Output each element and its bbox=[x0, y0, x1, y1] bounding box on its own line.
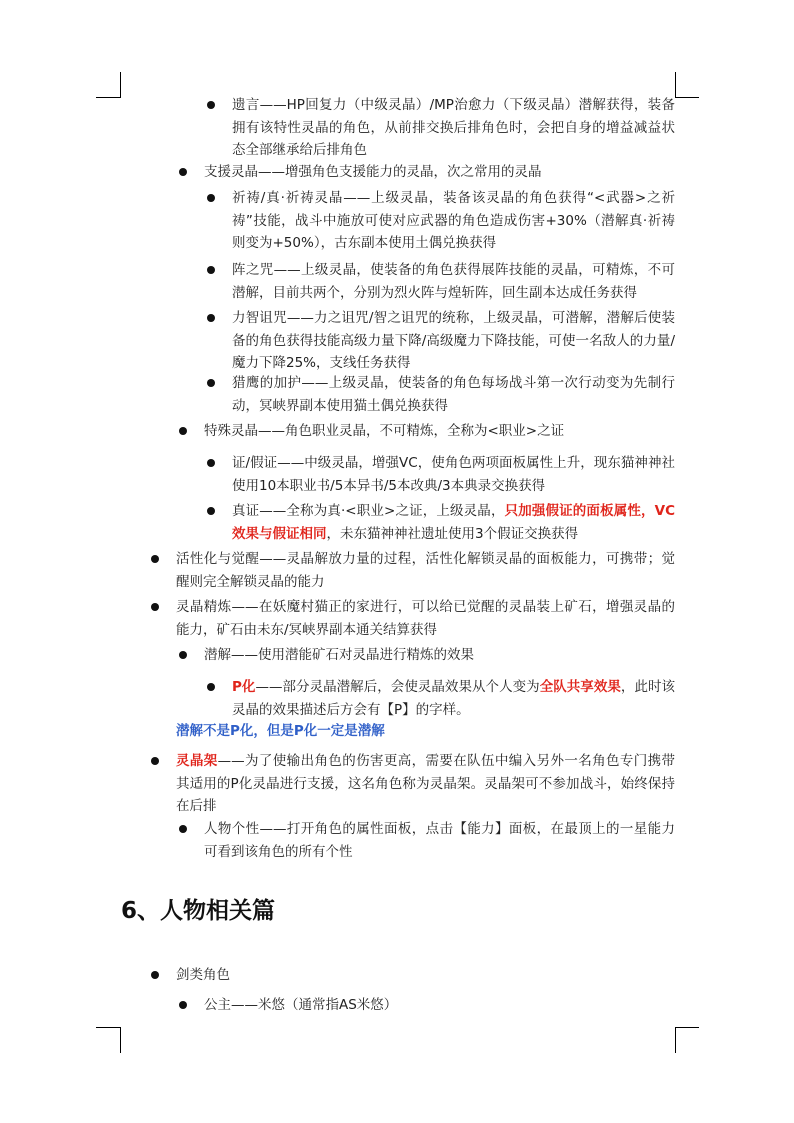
item-text: 真证——全称为真·<职业>之证，上级灵晶， bbox=[232, 503, 505, 519]
item-text: ，此时该灵晶的效果描述后方会有【P】的字样。 bbox=[232, 679, 676, 718]
bullet-icon bbox=[151, 971, 159, 979]
note-text: 潜解不是P化，但是P化一定是潜解 bbox=[176, 723, 385, 739]
highlight-text: 只加强假证的面板属性，VC效果与假证相同 bbox=[232, 503, 675, 542]
bullet-icon bbox=[151, 603, 159, 611]
crop-mark-top-right-v bbox=[675, 72, 676, 98]
bullet-icon bbox=[207, 266, 215, 274]
item-text: ——为了使输出角色的伤害更高，需要在队伍中编入另外一名角色专门携带其适用的P化灵晶进行支援，这名角色称为灵晶架。灵晶架可不参加战斗，始终保持在后排 bbox=[176, 753, 676, 814]
list-item: 剑类角色 bbox=[176, 967, 230, 983]
section-heading: 6、人物相关篇 bbox=[121, 898, 276, 924]
list-item: 支援灵晶——增强角色支援能力的灵晶，次之常用的灵晶 bbox=[204, 164, 542, 180]
term-text: P化 bbox=[232, 679, 256, 695]
list-item bbox=[232, 676, 675, 721]
highlight-text: 全队共享效果 bbox=[539, 679, 621, 695]
bullet-icon bbox=[207, 379, 215, 387]
term-text: 灵晶架 bbox=[176, 753, 218, 769]
bullet-icon bbox=[207, 507, 215, 515]
list-item: 特殊灵晶——角色职业灵晶，不可精炼，全称为<职业>之证 bbox=[204, 423, 565, 439]
bullet-icon bbox=[151, 757, 159, 765]
list-item bbox=[176, 750, 675, 818]
list-item: 人物个性——打开角色的属性面板，点击【能力】面板，在最顶上的一星能力可看到该角色的所有个性 bbox=[204, 821, 675, 860]
list-item: 证/假证——中级灵晶，增强VC，使角色两项面板属性上升，现东猫神神社使用10本职业书/5本异书/5本改典/3本典录交换获得 bbox=[232, 455, 675, 494]
crop-mark-top-left-h bbox=[96, 97, 120, 98]
bullet-icon bbox=[179, 651, 187, 659]
list-item: 潜解——使用潜能矿石对灵晶进行精炼的效果 bbox=[204, 647, 474, 663]
crop-mark-bottom-right-v bbox=[675, 1027, 676, 1053]
crop-mark-bottom-left-v bbox=[120, 1027, 121, 1053]
bullet-icon bbox=[207, 101, 215, 109]
list-item: 活性化与觉醒——灵晶解放力量的过程，活性化解锁灵晶的面板能力，可携带；觉醒则完全解锁灵晶的能力 bbox=[176, 551, 675, 590]
bullet-icon bbox=[179, 1001, 187, 1009]
bullet-icon bbox=[179, 427, 187, 435]
bullet-icon bbox=[207, 194, 215, 202]
list-item bbox=[232, 500, 675, 545]
bullet-icon bbox=[151, 555, 159, 563]
crop-mark-top-right-h bbox=[675, 97, 699, 98]
bullet-icon bbox=[207, 683, 215, 691]
bullet-icon bbox=[207, 459, 215, 467]
bullet-icon bbox=[179, 825, 187, 833]
list-item: 灵晶精炼——在妖魔村猫正的家进行，可以给已觉醒的灵晶装上矿石，增强灵晶的能力，矿石由未东/冥峡界副本通关结算获得 bbox=[176, 599, 675, 638]
crop-mark-top-left-v bbox=[120, 72, 121, 98]
item-text: ——部分灵晶潜解后，会使灵晶效果从个人变为 bbox=[255, 679, 540, 695]
list-item: 阵之咒——上级灵晶，使装备的角色获得展阵技能的灵晶，可精炼，不可潜解，目前共两个，分别为烈火阵与煌斩阵，回生副本达成任务获得 bbox=[232, 262, 675, 301]
item-text: ，未东猫神神社遗址使用3个假证交换获得 bbox=[326, 525, 579, 542]
crop-mark-bottom-right-h bbox=[675, 1027, 699, 1028]
list-item: 力智诅咒——力之诅咒/智之诅咒的统称，上级灵晶，可潜解，潜解后使装备的角色获得技能高级力量下降/高级魔力下降技能，可使一名敌人的力量/魔力下降25%，支线任务获得 bbox=[232, 310, 675, 371]
list-item: 公主——米悠（通常指AS米悠） bbox=[204, 997, 398, 1013]
bullet-icon bbox=[207, 314, 215, 322]
list-item: 遗言——HP回复力（中级灵晶）/MP治愈力（下级灵晶）潜解获得，装备拥有该特性灵晶的角色，从前排交换后排角色时，会把自身的增益减益状态全部继承给后排角色 bbox=[232, 97, 675, 158]
bullet-icon bbox=[179, 168, 187, 176]
list-item: 猎鹰的加护——上级灵晶，使装备的角色每场战斗第一次行动变为先制行动，冥峡界副本使用猫土偶兑换获得 bbox=[232, 375, 675, 414]
list-item: 祈祷/真·祈祷灵晶——上级灵晶，装备该灵晶的角色获得“<武器>之祈祷”技能，战斗中施放可使对应武器的角色造成伤害+30%（潜解真·祈祷则变为+50%），古东副本使用土偶兑换获得 bbox=[232, 190, 675, 251]
crop-mark-bottom-left-h bbox=[96, 1027, 120, 1028]
